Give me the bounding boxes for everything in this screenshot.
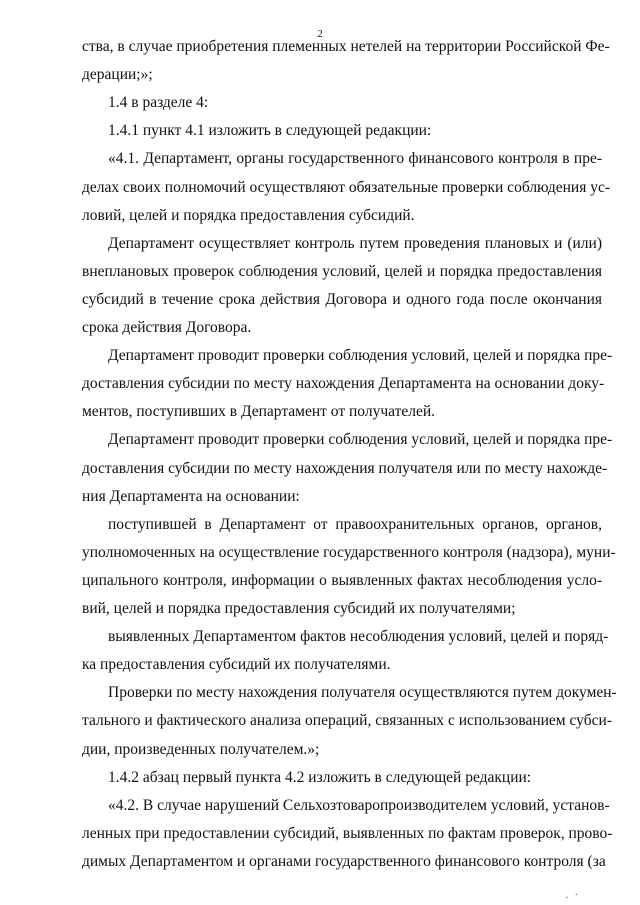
text-line: дии, произведенных получателем.»; [82, 740, 320, 758]
text-line: ментов, поступивших в Департамент от получателей. [82, 403, 436, 421]
text-line: тального и фактического анализа операций, связанных с использованием субси- [82, 712, 612, 730]
text-line: дерации;»; [82, 66, 153, 84]
text-line: 1.4.1 пункт 4.1 изложить в следующей редакции: [108, 122, 432, 140]
text-line: уполномоченных на осуществление государственного контроля (надзора), муни- [82, 543, 616, 561]
text-line: димых Департаментом и органами государственного финансового контроля (за [82, 852, 606, 870]
text-line: срока действия Договора. [82, 319, 252, 336]
text-line: поступившей в Департамент от правоохранительных органов, органов, [108, 515, 602, 533]
text-line: ства, в случае приобретения племенных нетелей на территории Российской Фе- [82, 38, 610, 55]
text-line: Департамент осуществляет контроль путем проведения плановых и (или) [108, 234, 602, 252]
text-line: ципального контроля, информации о выявленных фактах несоблюдения усло- [82, 571, 602, 589]
text-line: доставления субсидии по месту нахождения Департамента на основании доку- [82, 375, 605, 393]
text-line: вий, целей и порядка предоставления субсидий их получателями; [82, 600, 516, 617]
text-line: внеплановых проверок соблюдения условий, целей и порядка предоставления [82, 262, 602, 280]
text-line: ловий, целей и порядка предоставления субсидий. [82, 206, 415, 224]
scan-mark: . · [565, 890, 580, 901]
page-number: 2 [317, 28, 323, 40]
text-line: Департамент проводит проверки соблюдения условий, целей и порядка пре- [108, 431, 613, 449]
text-line: доставления субсидии по месту нахождения получателя или по месту нахожде- [82, 459, 608, 477]
text-line: ния Департамента на основании: [82, 487, 300, 505]
text-line: Департамент проводит проверки соблюдения условий, целей и порядка пре- [108, 347, 613, 365]
text-line: 1.4 в разделе 4: [108, 94, 209, 112]
text-line: ленных при предоставлении субсидий, выявленных по фактам проверок, прово- [82, 824, 613, 842]
text-line: выявленных Департаментом фактов несоблюдения условий, целей и поряд- [108, 628, 609, 646]
text-line: 1.4.2 абзац первый пункта 4.2 изложить в следующей редакции: [108, 768, 532, 786]
text-line: «4.2. В случае нарушений Сельхозтоваропроизводителем условий, установ- [108, 796, 610, 814]
text-line: «4.1. Департамент, органы государственного финансового контроля в пре- [108, 150, 602, 168]
text-line: субсидий в течение срока действия Договора и одного года после окончания [82, 290, 602, 308]
text-line: Проверки по месту нахождения получателя осуществляются путем докумен- [108, 684, 617, 702]
text-line: делах своих полномочий осуществляют обязательные проверки соблюдения ус- [82, 178, 610, 196]
text-line: ка предоставления субсидий их получателями. [82, 656, 391, 674]
